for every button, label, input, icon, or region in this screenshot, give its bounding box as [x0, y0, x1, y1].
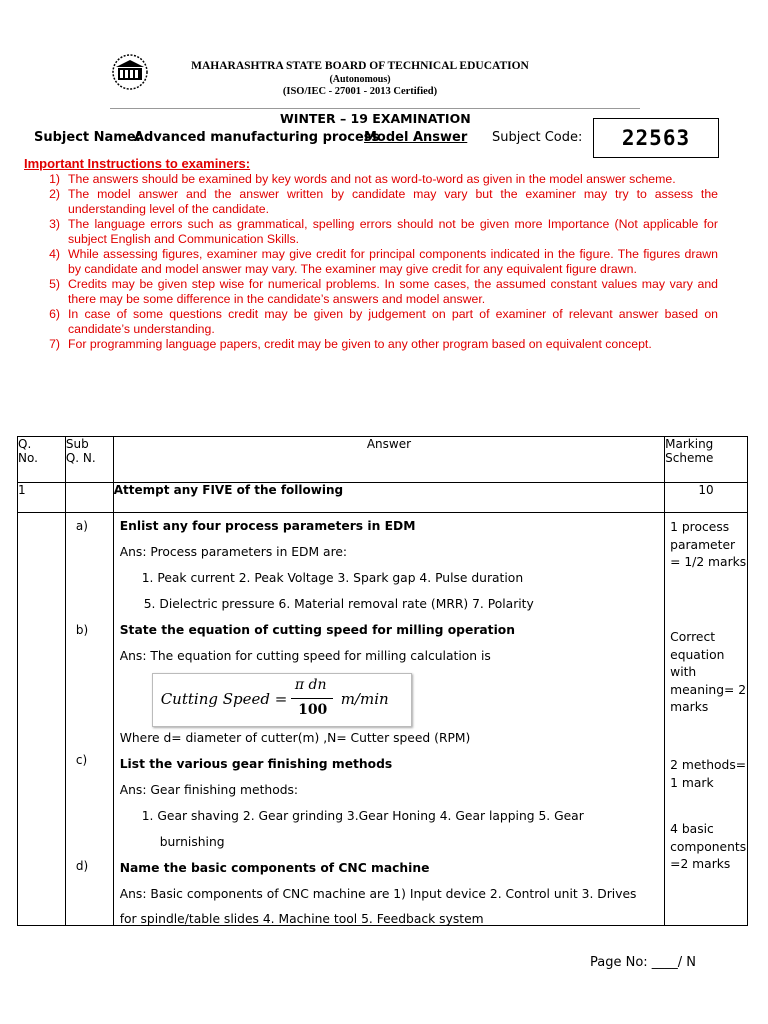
marks-line: with	[670, 665, 697, 679]
instruction-item	[30, 172, 718, 187]
answer-c-intro: Ans: Gear finishing methods:	[119, 783, 299, 797]
instruction-text: The language errors such as grammatical, spelling errors should not be given more Importance (Not applicable for subject English and Communication Skills.	[68, 217, 718, 246]
answer-c-line1: 1. Gear shaving 2. Gear grinding 3.Gear Honing 4. Gear lapping 5. Gear	[141, 809, 584, 823]
header-text: Scheme	[665, 451, 714, 465]
header-text: Marking	[665, 437, 714, 451]
instruction-number: 4)	[49, 247, 60, 261]
marks-b	[670, 629, 746, 717]
subject-name: Advanced manufacturing process	[134, 130, 380, 145]
page-number: Page No: ____/ N	[590, 955, 697, 970]
header-text: Sub	[65, 437, 89, 451]
instruction-text: The model answer and the answer written by candidate may vary but the examiner may try to assess the understanding level of the candidate.	[68, 187, 718, 216]
marks-a	[670, 519, 746, 572]
instruction-item	[30, 187, 718, 217]
answer-b-intro: Ans: The equation for cutting speed for milling calculation is	[119, 649, 491, 663]
iso-certification: (ISO/IEC - 27001 - 2013 Certified)	[282, 86, 438, 97]
marks-line: Correct	[670, 630, 716, 644]
formula-denominator: 100	[298, 702, 328, 718]
header-sub-qn	[65, 437, 113, 483]
instruction-item	[30, 337, 718, 352]
marks-line: 4 basic	[670, 822, 714, 836]
q-total-marks	[665, 483, 748, 513]
subject-code-label: Subject Code:	[492, 130, 583, 145]
question-b: State the equation of cutting speed for milling operation	[119, 623, 515, 637]
answer-d-intro: Ans: Basic components of CNC machine are 1) Input device 2. Control unit 3. Drives	[119, 887, 637, 901]
subject-code-box	[593, 118, 719, 158]
question-a: Enlist any four process parameters in EDM	[119, 519, 416, 533]
subject-label: Subject Name:	[34, 130, 141, 145]
header-text: Answer	[366, 437, 412, 451]
cutting-speed-formula	[152, 673, 412, 727]
answer-c-line2: burnishing	[159, 835, 225, 849]
msbte-logo-icon	[108, 52, 152, 92]
exam-title: WINTER – 19 EXAMINATION	[280, 111, 471, 126]
formula-numerator: π dn	[294, 677, 327, 693]
instruction-text: For programming language papers, credit may be given to any other program based on equivalent concept.	[68, 337, 652, 351]
marks-line: 1 mark	[670, 775, 714, 790]
instruction-item	[30, 277, 718, 307]
header-text: Q.	[18, 437, 32, 451]
header-answer	[113, 437, 664, 483]
marks-d	[670, 821, 746, 874]
answer-a-intro: Ans: Process parameters in EDM are:	[119, 545, 348, 559]
q-empty	[18, 513, 66, 926]
table-header-row	[18, 437, 748, 483]
marks-line: marks	[670, 700, 709, 714]
answer-a-line1: 1. Peak current 2. Peak Voltage 3. Spark gap 4. Pulse duration	[141, 571, 524, 585]
question-c: List the various gear finishing methods	[119, 757, 393, 771]
marks-line: 2 methods=	[670, 758, 747, 772]
instruction-item	[30, 247, 718, 277]
sub-label-d: d)	[75, 859, 89, 873]
marks-line: equation	[670, 647, 725, 662]
header-text: Q. N.	[65, 451, 96, 465]
instruction-number: 1)	[49, 172, 60, 186]
table-row	[18, 513, 748, 926]
sub-column	[65, 513, 113, 926]
autonomous-label: (Autonomous)	[329, 74, 391, 85]
answer-a-line2: 5. Dielectric pressure 6. Material removal rate (MRR) 7. Polarity	[143, 597, 534, 611]
instruction-number: 7)	[49, 337, 60, 351]
marks-line: 1 process	[670, 520, 730, 534]
header-divider	[110, 108, 640, 109]
q-heading	[113, 483, 664, 513]
formula-unit: m/min	[340, 690, 389, 708]
marks-line: =2 marks	[670, 857, 731, 871]
instruction-item	[30, 217, 718, 247]
marks-line: = 1/2 marks	[670, 555, 747, 569]
instructions-list	[30, 172, 718, 352]
question-d: Name the basic components of CNC machine	[119, 861, 430, 875]
header-marking-scheme	[665, 437, 748, 483]
instructions-title: Important Instructions to examiners:	[24, 156, 251, 171]
q-number	[18, 483, 66, 513]
answer-d-line2: for spindle/table slides 4. Machine tool 5. Feedback system	[119, 912, 484, 926]
table-row	[18, 483, 748, 513]
board-name: MAHARASHTRA STATE BOARD OF TECHNICAL EDUCATION	[191, 60, 529, 72]
formula-lhs: Cutting Speed =	[160, 690, 288, 708]
instruction-number: 2)	[49, 187, 60, 201]
header-q-no	[18, 437, 66, 483]
q-total-marks-text: 10	[698, 483, 714, 497]
marks-line: meaning= 2	[670, 682, 747, 697]
instruction-number: 3)	[49, 217, 60, 231]
model-answer-label: Model Answer	[364, 130, 468, 145]
answer-b-where: Where d= diameter of cutter(m) ,N= Cutter speed (RPM)	[119, 731, 471, 745]
header-text: No.	[18, 451, 38, 465]
marks-line: components	[670, 839, 747, 854]
instruction-item	[30, 307, 718, 337]
sub-label-c: c)	[75, 753, 88, 767]
instruction-number: 5)	[49, 277, 60, 291]
marking-column	[665, 513, 748, 926]
q-number-text: 1	[18, 483, 26, 497]
instruction-text: Credits may be given step wise for numerical problems. In some cases, the assumed constant values may vary and there may be some difference in the candidate’s answers and model answer.	[68, 277, 718, 306]
marks-line: parameter	[670, 537, 736, 552]
marks-c	[670, 757, 746, 792]
subject-code: 22563	[621, 126, 691, 150]
q-heading-text: Attempt any FIVE of the following	[113, 483, 344, 497]
answer-column	[113, 513, 664, 926]
instruction-text: While assessing figures, examiner may give credit for principal components indicated in the figure. The figures drawn by candidate and model answer may vary. The examiner may give credit for any equivalent figure drawn.	[68, 247, 718, 276]
answer-table	[17, 436, 748, 926]
formula-fraction-bar	[291, 698, 333, 699]
sub-empty	[65, 483, 113, 513]
sub-label-a: a)	[75, 519, 88, 533]
instruction-number: 6)	[49, 307, 60, 321]
instruction-text: In case of some questions credit may be given by judgement on part of examiner of relevant answer based on candidate’s understanding.	[68, 307, 718, 336]
sub-label-b: b)	[75, 623, 89, 637]
instruction-text: The answers should be examined by key words and not as word-to-word as given in the model answer scheme.	[68, 172, 676, 186]
